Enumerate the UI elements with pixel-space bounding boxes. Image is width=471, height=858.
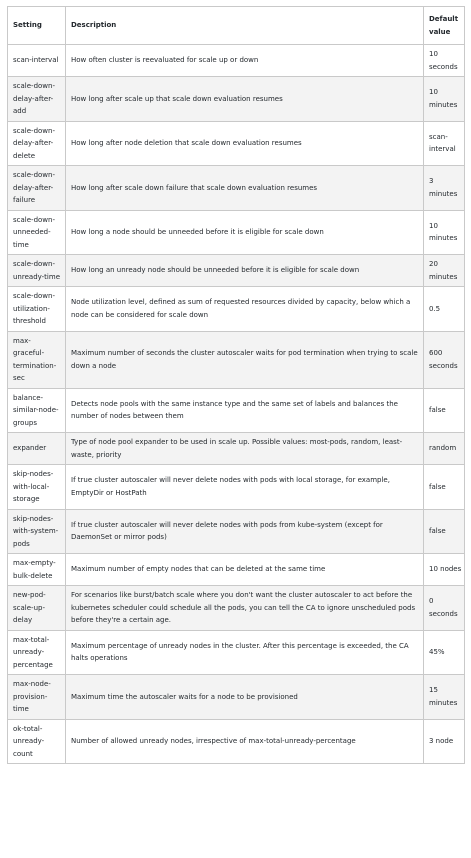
- setting-cell: scan-interval: [8, 45, 66, 77]
- description-cell: If true cluster autoscaler will never delete nodes with pods with local storage, for example, EmptyDir or HostPath: [66, 465, 424, 510]
- table-row: [8, 287, 465, 332]
- description-cell: How long after node deletion that scale down evaluation resumes: [66, 121, 424, 166]
- table-header-row: [8, 7, 465, 45]
- table-row: [8, 331, 465, 388]
- description-cell: How long an unready node should be unneeded before it is eligible for scale down: [66, 255, 424, 287]
- table-row: [8, 554, 465, 586]
- table-row: [8, 166, 465, 211]
- setting-cell: max-total-unready-percentage: [8, 630, 66, 675]
- setting-cell: skip-nodes-with-local-storage: [8, 465, 66, 510]
- description-cell: If true cluster autoscaler will never delete nodes with pods from kube-system (except for DaemonSet or mirror pods): [66, 509, 424, 554]
- setting-cell: scale-down-unneeded-time: [8, 210, 66, 255]
- table-row: [8, 465, 465, 510]
- description-cell: How often cluster is reevaluated for scale up or down: [66, 45, 424, 77]
- setting-cell: max-node-provision-time: [8, 675, 66, 720]
- default-value-cell: 10 seconds: [424, 45, 465, 77]
- table-row: [8, 586, 465, 631]
- default-value-cell: 15 minutes: [424, 675, 465, 720]
- table-row: [8, 210, 465, 255]
- table-row: [8, 719, 465, 764]
- description-cell: How long after scale down failure that scale down evaluation resumes: [66, 166, 424, 211]
- setting-cell: max-empty-bulk-delete: [8, 554, 66, 586]
- setting-cell: scale-down-unready-time: [8, 255, 66, 287]
- default-value-cell: random: [424, 433, 465, 465]
- default-value-cell: 10 minutes: [424, 210, 465, 255]
- default-value-cell: 600 seconds: [424, 331, 465, 388]
- description-cell: Node utilization level, defined as sum of requested resources divided by capacity, below which a node can be considered for scale down: [66, 287, 424, 332]
- table-row: [8, 509, 465, 554]
- description-cell: Number of allowed unready nodes, irrespective of max-total-unready-percentage: [66, 719, 424, 764]
- table-row: [8, 675, 465, 720]
- autoscaler-settings-table: [7, 6, 465, 764]
- description-cell: Detects node pools with the same instance type and the same set of labels and balances the number of nodes between them: [66, 388, 424, 433]
- default-value-cell: false: [424, 388, 465, 433]
- default-value-cell: false: [424, 465, 465, 510]
- table-row: [8, 77, 465, 122]
- default-value-cell: false: [424, 509, 465, 554]
- description-cell: How long a node should be unneeded before it is eligible for scale down: [66, 210, 424, 255]
- setting-cell: expander: [8, 433, 66, 465]
- table-row: [8, 630, 465, 675]
- description-cell: Maximum time the autoscaler waits for a node to be provisioned: [66, 675, 424, 720]
- table-row: [8, 388, 465, 433]
- description-cell: Maximum number of empty nodes that can be deleted at the same time: [66, 554, 424, 586]
- default-value-cell: 0 seconds: [424, 586, 465, 631]
- description-cell: How long after scale up that scale down evaluation resumes: [66, 77, 424, 122]
- default-value-cell: 3 minutes: [424, 166, 465, 211]
- setting-cell: balance-similar-node-groups: [8, 388, 66, 433]
- default-value-cell: 3 node: [424, 719, 465, 764]
- table-row: [8, 433, 465, 465]
- table-row: [8, 255, 465, 287]
- default-value-cell: 10 nodes: [424, 554, 465, 586]
- description-cell: Type of node pool expander to be used in scale up. Possible values: most-pods, random, least-waste, priority: [66, 433, 424, 465]
- setting-cell: ok-total-unready-count: [8, 719, 66, 764]
- default-value-cell: 45%: [424, 630, 465, 675]
- header-default-value: Default value: [424, 7, 465, 45]
- setting-cell: scale-down-delay-after-add: [8, 77, 66, 122]
- setting-cell: new-pod-scale-up-delay: [8, 586, 66, 631]
- description-cell: For scenarios like burst/batch scale where you don't want the cluster autoscaler to act before the kubernetes scheduler could schedule all the pods, you can tell the CA to ignore unscheduled pods before they're a certain age.: [66, 586, 424, 631]
- setting-cell: max-graceful-termination-sec: [8, 331, 66, 388]
- header-description: Description: [66, 7, 424, 45]
- description-cell: Maximum number of seconds the cluster autoscaler waits for pod termination when trying to scale down a node: [66, 331, 424, 388]
- table-row: [8, 45, 465, 77]
- default-value-cell: 20 minutes: [424, 255, 465, 287]
- setting-cell: scale-down-delay-after-delete: [8, 121, 66, 166]
- setting-cell: scale-down-delay-after-failure: [8, 166, 66, 211]
- default-value-cell: scan-interval: [424, 121, 465, 166]
- default-value-cell: 10 minutes: [424, 77, 465, 122]
- header-setting: Setting: [8, 7, 66, 45]
- description-cell: Maximum percentage of unready nodes in the cluster. After this percentage is exceeded, the CA halts operations: [66, 630, 424, 675]
- default-value-cell: 0.5: [424, 287, 465, 332]
- table-row: [8, 121, 465, 166]
- setting-cell: scale-down-utilization-threshold: [8, 287, 66, 332]
- setting-cell: skip-nodes-with-system-pods: [8, 509, 66, 554]
